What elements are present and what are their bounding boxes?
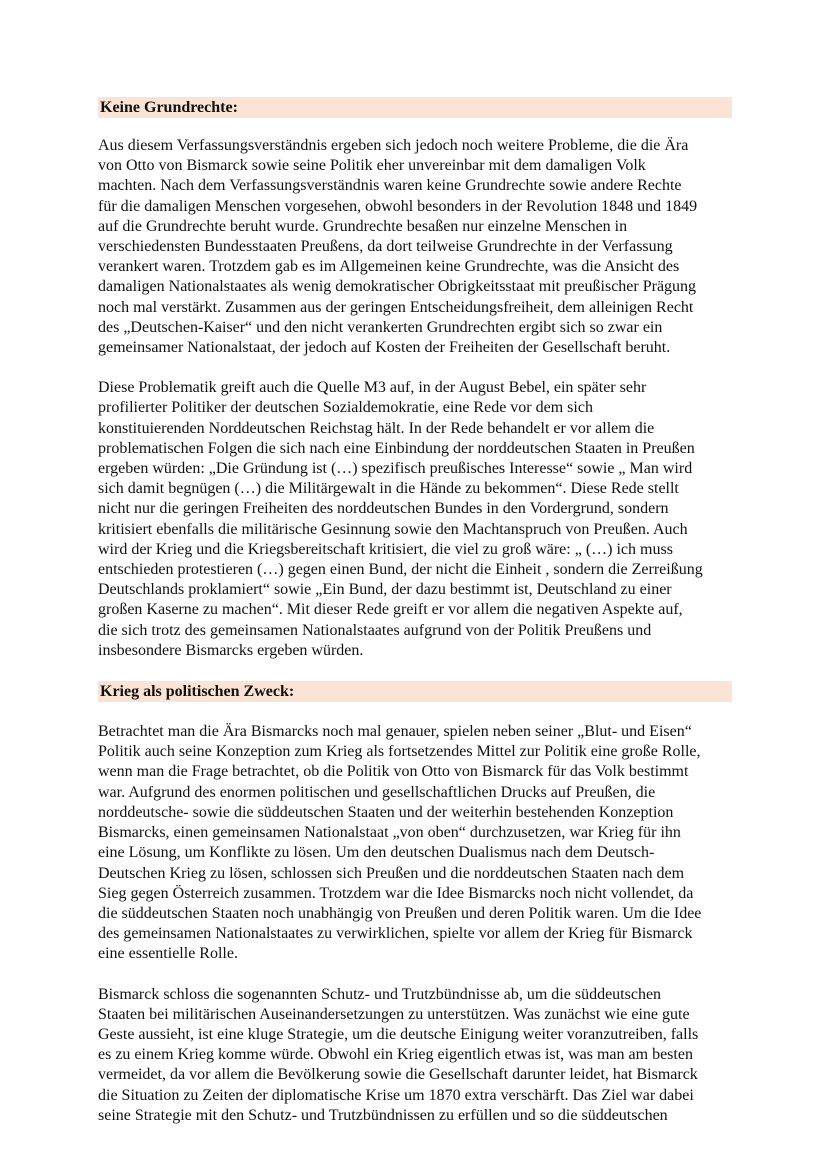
text-line: Aus diesem Verfassungsverständnis ergeben sich jedoch noch weitere Probleme, die die Ära: [98, 137, 689, 154]
text-line: insbesondere Bismarcks ergeben würden.: [98, 641, 364, 659]
text-line: großen Kaserne zu machen“. Mit dieser Rede greift er vor allem die negativen Aspekte auf,: [98, 601, 683, 619]
text-line: wenn man die Frage betrachtet, ob die Politik von Otto von Bismarck für das Volk bestimmt: [98, 763, 689, 781]
text-line: Sieg gegen Österreich zusammen. Trotzdem war die Idee Bismarcks noch nicht vollendet, da: [98, 884, 694, 902]
text-line: Diese Problematik greift auch die Quelle M3 auf, in der August Bebel, ein später sehr: [98, 379, 647, 397]
text-line: entschieden protestieren (…) gegen einen Bund, der nicht die Einheit , sondern die Zerreißung: [98, 561, 703, 579]
text-line: ergeben würden: „Die Gründung ist (…) spezifisch preußisches Interesse“ sowie „ Man wird: [98, 460, 693, 478]
text-line: Staaten bei militärischen Auseinandersetzungen zu unterstützen. Was zunächst wie eine gute: [98, 1005, 690, 1023]
text-line: die sich trotz des gemeinsamen Nationalstaates aufgrund von der Politik Preußens und: [98, 621, 652, 639]
section-heading-grundrechte: Keine Grundrechte:: [98, 97, 732, 118]
text-line: es zu einem Krieg komme würde. Obwohl ein Krieg eigentlich etwas ist, was man am besten: [98, 1046, 693, 1064]
section-heading-krieg: Krieg als politischen Zweck:: [98, 681, 732, 702]
text-line: Betrachtet man die Ära Bismarcks noch mal genauer, spielen neben seiner „Blut- und Eisen“: [98, 723, 692, 741]
text-line: die Situation zu Zeiten der diplomatische Krise um 1870 extra verschärft. Das Ziel war dabei: [98, 1086, 694, 1104]
text-line: verankert waren. Trotzdem gab es im Allgemeinen keine Grundrechte, was die Ansicht des: [98, 258, 680, 276]
text-line: Bismarck schloss die sogenannten Schutz- und Trutzbündnisse ab, um die süddeutschen: [98, 985, 662, 1003]
text-line: verschiedensten Bundesstaaten Preußens, da dort teilweise Grundrechte in der Verfassung: [98, 238, 673, 256]
text-line: Politik auch seine Konzeption zum Krieg als fortsetzendes Mittel zur Politik eine große Rolle,: [98, 743, 701, 761]
text-line: des „Deutschen-Kaiser“ und den nicht verankerten Grundrechten ergibt sich so zwar ein: [98, 318, 663, 336]
text-line: Deutschlands proklamiert“ sowie „Ein Bund, der dazu bestimmt ist, Deutschland zu einer: [98, 581, 672, 599]
text-line: von Otto von Bismarck sowie seine Politik eher unvereinbar mit dem damaligen Volk: [98, 157, 646, 175]
paragraph-bebel-rede: [98, 378, 732, 661]
text-line: problematischen Folgen die sich nach eine Einbindung der norddeutschen Staaten in Preußen: [98, 439, 695, 457]
text-line: auf die Grundrechte beruht wurde. Grundrechte besaßen nur einzelne Menschen in: [98, 217, 628, 235]
text-line: seine Strategie mit den Schutz- und Trutzbündnissen zu erfüllen und so die süddeutschen: [98, 1106, 668, 1124]
text-line: Deutschen Krieg zu lösen, schlossen sich Preußen und die norddeutschen Staaten nach dem: [98, 864, 685, 882]
text-line: die süddeutschen Staaten noch unabhängig von Preußen und deren Politik waren. Um die Idee: [98, 904, 702, 922]
text-line: gemeinsamer Nationalstaat, der jedoch auf Kosten der Freiheiten der Gesellschaft beruht.: [98, 339, 671, 357]
text-line: für die damaligen Menschen vorgesehen, obwohl besonders in der Revolution 1848 und 1849: [98, 197, 698, 215]
text-line: noch mal verstärkt. Zusammen aus der geringen Entscheidungsfreiheit, dem alleinigen Recht: [98, 298, 694, 316]
text-line: eine essentielle Rolle.: [98, 945, 238, 963]
text-line: damaligen Nationalstaates als wenig demokratischer Obrigkeitsstaat mit preußischer Prägung: [98, 278, 697, 296]
text-line: eine Lösung, um Konflikte zu lösen. Um den deutschen Dualismus nach dem Deutsch-: [98, 844, 655, 862]
paragraph-aera-bismarck: [98, 722, 732, 964]
document-page: [98, 97, 732, 1126]
paragraph-schutz-trutzbuendnisse: [98, 985, 732, 1126]
text-line: des gemeinsamen Nationalstaates zu verwirklichen, spielte vor allem der Krieg für Bismarck: [98, 925, 693, 943]
paragraph-verfassungsverstaendnis: [98, 136, 732, 358]
text-line: nicht nur die geringen Freiheiten des norddeutschen Bundes in den Vordergrund, sondern: [98, 500, 669, 518]
text-line: sich damit begnügen (…) die Militärgewalt in die Hände zu bekommen“. Diese Rede stellt: [98, 480, 679, 498]
text-line: vermeidet, da vor allem die Bevölkerung sowie die Gesellschaft darunter leidet, hat Bismarck: [98, 1066, 698, 1084]
text-line: war. Aufgrund des enormen politischen und gesellschaftlichen Drucks auf Preußen, die: [98, 783, 656, 801]
text-line: norddeutsche- sowie die süddeutschen Staaten und der weiterhin bestehenden Konzeption: [98, 803, 674, 821]
text-line: Bismarcks, einen gemeinsamen Nationalstaat „von oben“ durchzusetzen, war Krieg für ihn: [98, 824, 681, 842]
text-line: konstituierenden Norddeutschen Reichstag hält. In der Rede behandelt er vor allem die: [98, 419, 655, 437]
text-line: Geste aussieht, ist eine kluge Strategie, um die deutsche Einigung weiter voranzutreiben, falls: [98, 1025, 699, 1043]
text-line: machten. Nach dem Verfassungsverständnis waren keine Grundrechte sowie andere Rechte: [98, 177, 682, 195]
text-line: profilierter Politiker der deutschen Sozialdemokratie, eine Rede vor dem sich: [98, 399, 593, 417]
text-line: wird der Krieg und die Kriegsbereitschaft kritisiert, die viel zu groß wäre: „ (…) ich muss: [98, 540, 673, 558]
text-line: kritisiert ebenfalls die militärische Gesinnung sowie den Machtanspruch von Preußen. Auch: [98, 520, 688, 538]
